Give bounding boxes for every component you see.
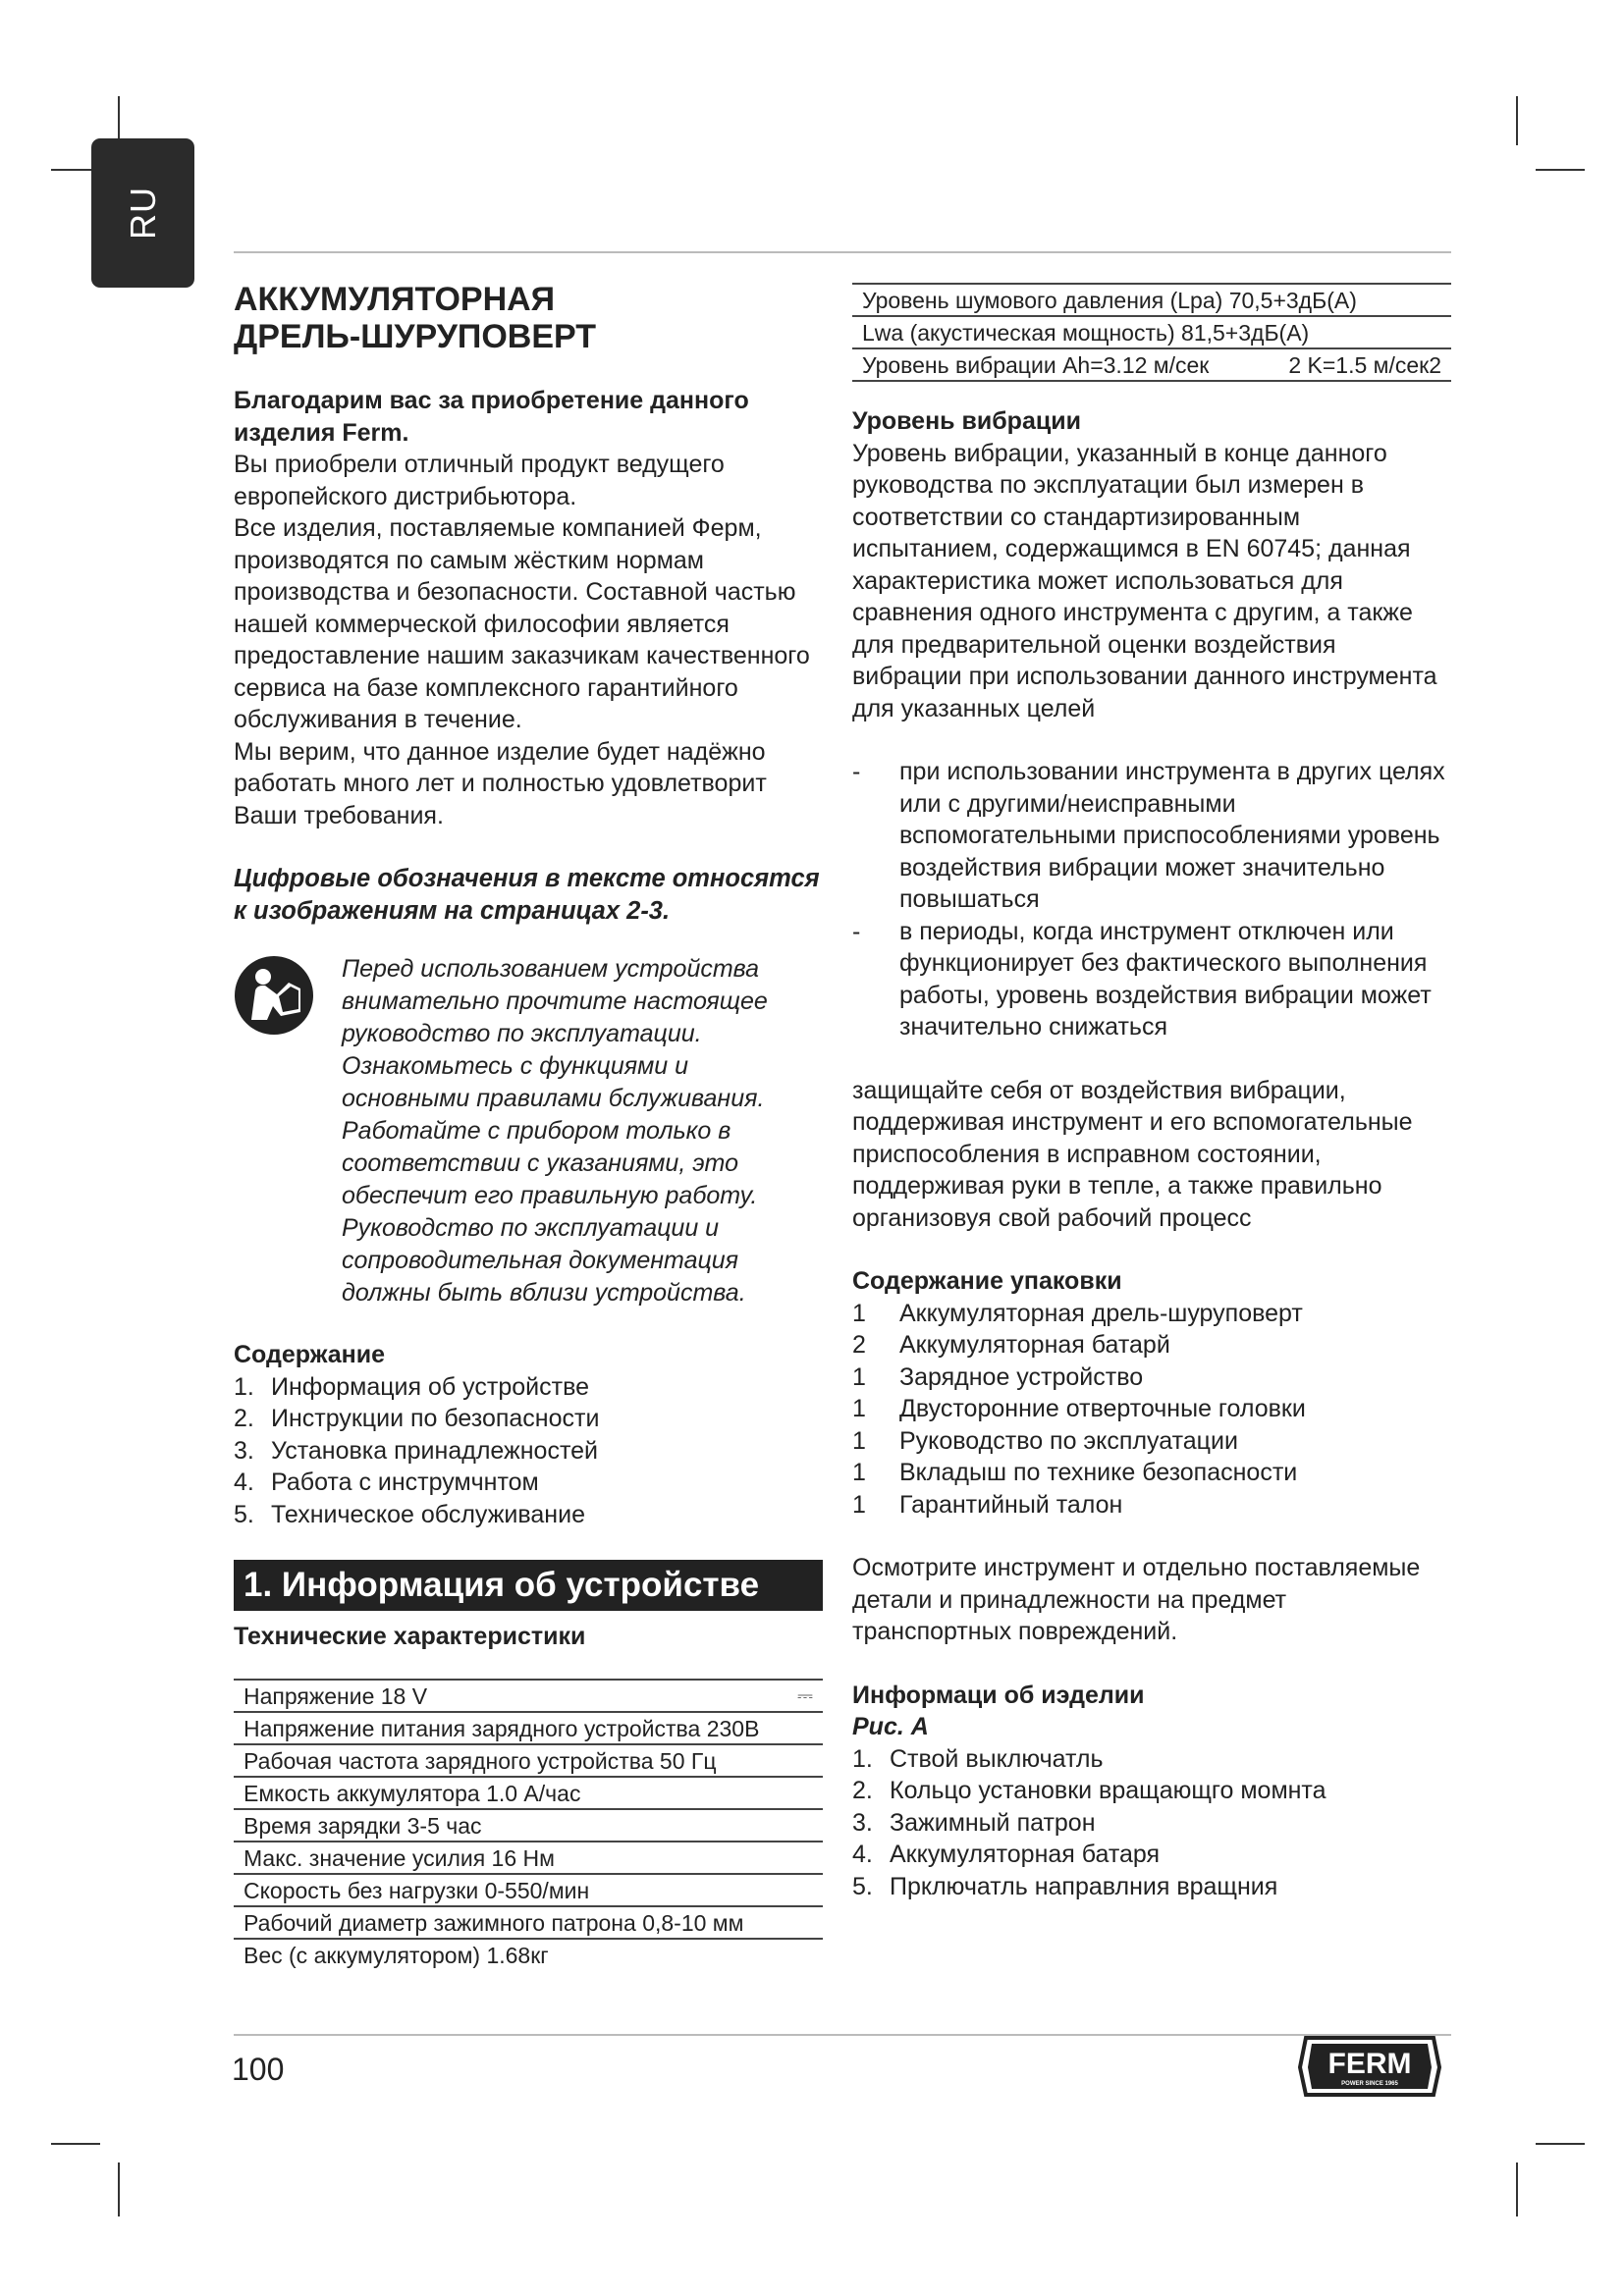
intro-paragraph: Все изделия, поставляемые компанией Ферм, производятся по самым жёстким нормам производства и безопасности. Составной частью нашей коммерческой философии является предоставление нашим заказчикам качественного сервиса на базе комплексного гарантийного обслуживания в течение.	[234, 514, 810, 733]
page-number: 100	[232, 2052, 285, 2087]
list-item: 1 Руководство по эксплуатации	[852, 1426, 1238, 1455]
list-item: 1 Гарантийный талон	[852, 1490, 1123, 1519]
contents-item: 1. Информация об устройстве	[234, 1372, 589, 1401]
list-item: 1 Зарядное устройство	[852, 1362, 1144, 1391]
section-banner: 1. Информация об устройстве	[234, 1560, 823, 1611]
vibration-bullets	[852, 756, 1451, 1043]
table-row: Lwa (акустическая мощность) 81,5+3дБ(A)	[852, 316, 1451, 348]
table-row: Скорость без нагрузки 0-550/мин	[234, 1874, 823, 1906]
list-item: 1 Двусторонние отверточные головки	[852, 1395, 1306, 1422]
crop-mark	[51, 2143, 100, 2145]
vibration-text: Уровень вибрации, указанный в конце данного руководства по эксплуатации был измерен в соответствии со стандартизированным испытанием, содержащимся в EN 60745; данная характеристика может использоваться для сравнения одного инструмента с другим, а также для предварительной оценки воздействия вибрации при использовании данного инструмента для указанных целей	[852, 439, 1437, 722]
table-row: Рабочая частота зарядного устройства 50 Гц	[234, 1744, 823, 1777]
list-item: 3. Зажимный патрон	[852, 1808, 1096, 1837]
list-item: - при использовании инструмента в других целях или с другими/неисправными вспомогательными приспособлениями уровень воздействия вибрации может значительно повышаться	[852, 756, 1451, 916]
inspect-text: Осмотрите инструмент и отдельно поставляемые детали и принадлежности на предмет транспортных повреждений.	[852, 1554, 1421, 1645]
footer-rule	[234, 2034, 1451, 2036]
contents-item: 4. Работа с инструмчнтом	[234, 1468, 539, 1496]
title-line-1: АККУМУЛЯТОРНАЯ	[234, 281, 556, 318]
table-row: Вес (с аккумулятором) 1.68кг	[244, 1942, 549, 1968]
crop-mark	[1516, 2163, 1518, 2216]
list-item: 1 Аккумуляторная дрель-шуруповерт	[852, 1299, 1303, 1327]
logo-tagline: POWER SINCE 1965	[1341, 2081, 1398, 2087]
table-row: Уровень шумового давления (Lpa) 70,5+3дБ(A)	[852, 284, 1451, 316]
package-list	[852, 1298, 1451, 1522]
specs-table	[234, 1679, 823, 1970]
list-item: 1 Вкладыш по технике безопасности	[852, 1459, 1298, 1486]
crop-mark	[1516, 96, 1518, 145]
language-label: RU	[122, 187, 163, 240]
parts-list	[852, 1743, 1451, 1903]
vibration-protect-text: защищайте себя от воздействия вибрации, поддерживая инструмент и его вспомогательные приспособления в исправном состоянии, поддерживая руки в тепле, а также правильно организовуя свой рабочий процесс	[852, 1076, 1413, 1232]
thanks-heading: Благодарим вас за приобретение данного изделия Ferm.	[234, 387, 749, 447]
table-row: Рабочий диаметр зажимного патрона 0,8-10 мм	[234, 1906, 823, 1939]
right-column	[852, 283, 1451, 1902]
contents-list	[234, 1371, 823, 1531]
table-row: Напряжение 18 V ⎓	[234, 1680, 823, 1712]
read-manual-icon	[234, 955, 314, 1036]
package-heading: Содержание упаковки	[852, 1267, 1122, 1295]
dc-symbol: ⎓	[764, 1680, 823, 1712]
document-title	[234, 281, 823, 355]
table-row: Уровень вибрации Ah=3.12 м/сек 2 K=1.5 м/сек2	[852, 348, 1451, 381]
list-item: 1. Ствой выключатль	[852, 1744, 1104, 1773]
table-row: Емкость аккумулятора 1.0 А/час	[234, 1777, 823, 1809]
figures-note: Цифровые обозначения в тексте относятся к изображениям на страницах 2-3.	[234, 865, 820, 925]
logo-text: FERM	[1327, 2048, 1412, 2080]
crop-mark	[118, 2163, 120, 2216]
product-info-heading: Информаци об иэделии	[852, 1681, 1145, 1709]
left-column	[234, 277, 823, 1970]
contents-item: 5. Техническое обслуживание	[234, 1500, 585, 1528]
header-rule	[234, 251, 1451, 253]
vibration-heading: Уровень вибрации	[852, 407, 1081, 435]
contents-item: 3. Установка принадлежностей	[234, 1436, 598, 1465]
notice-text: Перед использованием устройства внимательно прочтите настоящее руководство по эксплуатации. Ознакомьтесь с функциями и основными правилами бслуживания. Работайте с прибором только в соответствии с указаниями, это обеспечит его правильную работу. Руководство по эксплуатации и сопроводительная документация должны быть вблизи устройства.	[342, 955, 768, 1307]
list-item: 2 Аккумуляторная батарй	[852, 1331, 1170, 1359]
figure-label: Рис. A	[852, 1713, 929, 1740]
list-item: 2. Кольцо установки вращающго момнта	[852, 1777, 1326, 1804]
intro-paragraph: Мы верим, что данное изделие будет надёжно работать много лет и полностью удовлетворит Ваши требования.	[234, 737, 767, 829]
contents-item: 2. Инструкции по безопасности	[234, 1405, 600, 1432]
list-item: 5. Прключатль направлния вращния	[852, 1872, 1278, 1900]
table-row: Макс. значение усилия 16 Нм	[234, 1842, 823, 1874]
intro-paragraph: Вы приобрели отличный продукт ведущего европейского дистрибьютора.	[234, 451, 725, 510]
list-item: - в периоды, когда инструмент отключен или функционирует без фактического выполнения работы, уровень воздействия вибрации может значительно снижаться	[852, 916, 1451, 1043]
contents-heading: Содержание	[234, 1341, 386, 1368]
crop-mark	[1536, 2143, 1585, 2145]
noise-table	[852, 283, 1451, 382]
read-manual-notice	[234, 953, 823, 1309]
title-line-2: ДРЕЛЬ-ШУРУПОВЕРТ	[234, 318, 597, 355]
list-item: 4. Аккумуляторная батаря	[852, 1841, 1161, 1868]
crop-mark	[1536, 169, 1585, 171]
language-tab	[91, 138, 194, 288]
specs-heading: Технические характеристики	[234, 1623, 586, 1650]
ferm-logo	[1296, 2034, 1443, 2099]
table-row: Время зарядки 3-5 час	[234, 1809, 823, 1842]
table-row: Напряжение питания зарядного устройства 230В	[234, 1712, 823, 1744]
